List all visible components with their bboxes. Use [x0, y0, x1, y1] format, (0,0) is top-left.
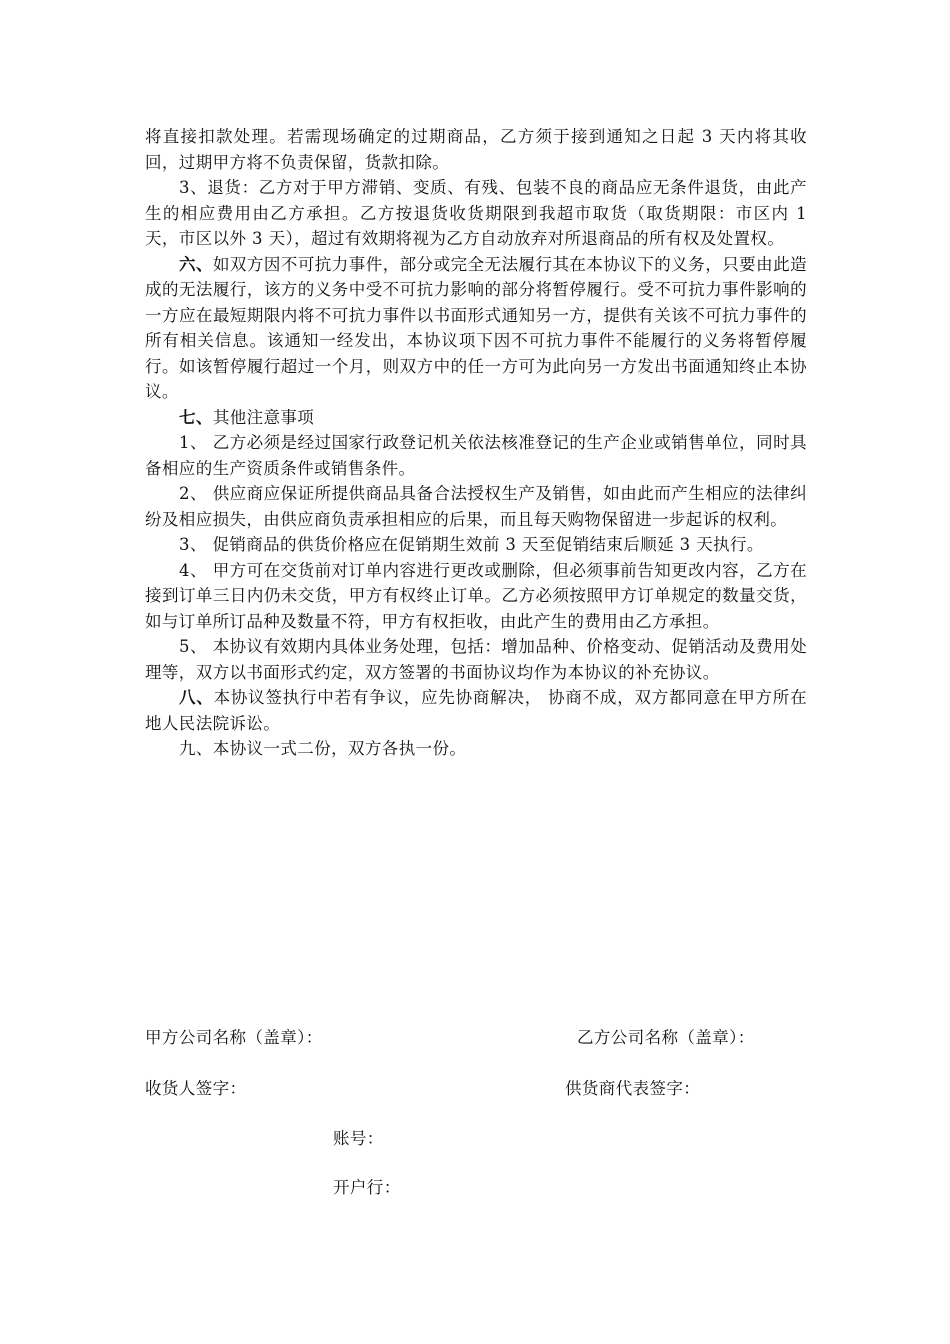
clause-2: 2、 供应商应保证所提供商品具备合法授权生产及销售，如由此而产生相应的法律纠纷及相应损失，由供应商负责承担相应的后果，而且每天购物保留进一步起诉的权利。	[145, 484, 807, 529]
paragraph-copies: 九、本协议一式二份，双方各执一份。	[179, 739, 467, 758]
section-heading-other-notes	[145, 405, 807, 431]
section-number: 七、	[179, 407, 213, 427]
paragraph-text: 如双方因不可抗力事件，部分或完全无法履行其在本协议下的义务，只要由此造成的无法履行，该方的义务中受不可抗力影响的部分将暂停履行。受不可抗力事件影响的一方应在最短期限内将不可抗力事件以书面形式通知另一方，提供有关该不可抗力事件的所有相关信息。该通知一经发出，本协议项下因不可抗力事件不能履行的义务将暂停履行。如该暂停履行超过一个月，则双方中的任一方可为此向另一方发出书面通知终止本协议。	[145, 254, 807, 401]
agreement-body	[145, 124, 807, 762]
clause-5: 5、 本协议有效期内具体业务处理，包括：增加品种、价格变动、促销活动及费用处理等，双方以书面形式约定，双方签署的书面协议均作为本协议的补充协议。	[145, 637, 807, 682]
clause-1: 1、 乙方必须是经过国家行政登记机关依法核准登记的生产企业或销售单位，同时具备相应的生产资质条件或销售条件。	[145, 433, 807, 478]
paragraph-returns: 3、退货：乙方对于甲方滞销、变质、有残、包装不良的商品应无条件退货，由此产 生的相应费用由乙方承担。乙方按退货收货期限到我超市取货（取货期限：市区内 1 天，市区以外 3 天），超过有效期将视为乙方自动放弃对所退商品的所有权及处置权。	[145, 178, 807, 248]
clause-3: 3、 促销商品的供货价格应在促销期生效前 3 天至促销结束后顺延 3 天执行。	[179, 535, 764, 554]
section-title: 其他注意事项	[212, 407, 315, 427]
paragraph-text: 本协议签执行中若有争议，应先协商解决， 协商不成，双方都同意在甲方所在地人民法院诉讼。	[145, 688, 807, 733]
supplier-signature-label: 供货商代表签字：	[565, 1079, 701, 1098]
receiver-signature-label: 收货人签字：	[145, 1079, 247, 1098]
party-a-company-label: 甲方公司名称（盖章）：	[145, 1028, 323, 1047]
paragraph-expired-goods: 将直接扣款处理。若需现场确定的过期商品，乙方须于接到通知之日起 3 天内将其收回，过期甲方将不负责保留，货款扣除。	[145, 127, 807, 172]
section-number: 八、	[179, 688, 214, 707]
paragraph-disputes	[145, 685, 807, 736]
party-b-company-label: 乙方公司名称（盖章）：	[577, 1028, 755, 1047]
paragraph-force-majeure	[145, 252, 807, 405]
clause-4: 4、 甲方可在交货前对订单内容进行更改或删除，但必须事前告知更改内容，乙方在接到订单三日内仍未交货，甲方有权终止订单。乙方必须按照甲方订单规定的数量交货，如与订单所订品种及数量不符，甲方有权拒收，由此产生的费用由乙方承担。	[145, 560, 807, 631]
section-number: 六、	[179, 254, 213, 274]
account-number-label: 账号：	[333, 1129, 384, 1148]
bank-label: 开户行：	[333, 1178, 401, 1197]
